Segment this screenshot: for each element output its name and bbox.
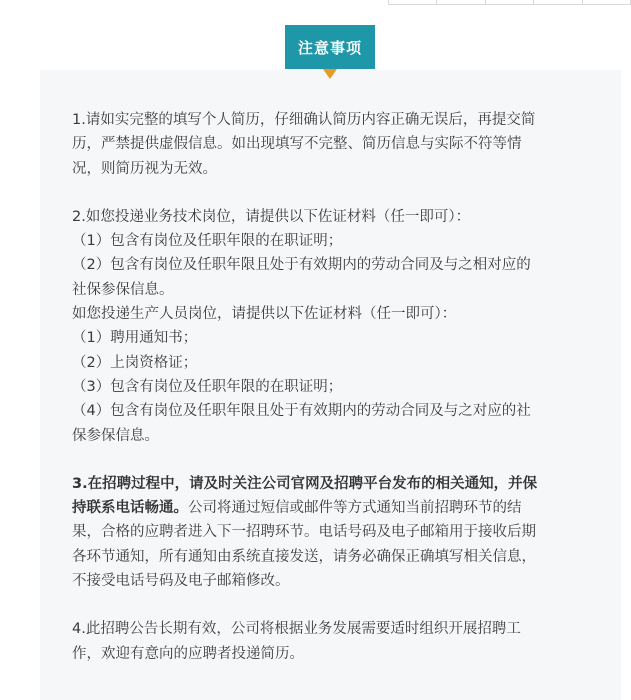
section-4 <box>72 617 622 666</box>
table-cell <box>485 0 533 5</box>
text-line: 保参保信息。 <box>72 427 159 444</box>
table-cell <box>582 0 631 5</box>
text-line <box>72 472 622 496</box>
table-cell <box>388 0 436 5</box>
text-line: 各环节通知，所有通知由系统直接发送，请务必确保正确填写相关信息， <box>72 548 536 565</box>
text-line: 社保参保信息。 <box>72 281 174 298</box>
notice-content <box>72 108 622 666</box>
emphasis-text: 持联系电话畅通。 <box>72 500 188 517</box>
table-cell <box>436 0 484 5</box>
body-text: 公司将通过短信或邮件等方式通知当前招聘环节的结 <box>188 500 522 517</box>
text-line: （3）包含有岗位及任职年限的在职证明； <box>72 378 343 395</box>
text-line: 作，欢迎有意向的应聘者投递简历。 <box>72 645 304 662</box>
text-line: 4.此招聘公告长期有效，公司将根据业务发展需要适时组织开展招聘工 <box>72 621 521 638</box>
notice-title-badge: 注意事项 <box>285 25 375 69</box>
table-cell <box>533 0 581 5</box>
section-2 <box>72 205 622 448</box>
text-line: 历，严禁提供虚假信息。如出现填写不完整、简历信息与实际不符等情 <box>72 136 522 153</box>
text-line: 果，合格的应聘者进入下一招聘环节。电话号码及电子邮箱用于接收后期 <box>72 524 536 541</box>
text-line: （2）上岗资格证； <box>72 354 198 371</box>
table-edge-decoration <box>388 0 631 5</box>
text-line: 况，则简历视为无效。 <box>72 160 217 177</box>
text-line <box>72 496 622 520</box>
text-line: （2）包含有岗位及任职年限且处于有效期内的劳动合同及与之相对应的 <box>72 257 531 274</box>
text-line: 1.请如实完整的填写个人简历，仔细确认简历内容正确无误后，再提交简 <box>72 112 536 128</box>
text-line: （1）包含有岗位及任职年限的在职证明； <box>72 233 343 250</box>
text-line: 如您投递生产人员岗位，请提供以下佐证材料（任一即可）： <box>72 306 457 323</box>
section-3 <box>72 472 622 593</box>
emphasis-text: 3.在招聘过程中，请及时关注公司官网及招聘平台发布的相关通知，并保 <box>72 475 538 492</box>
badge-pointer-icon <box>323 69 337 79</box>
section-1 <box>72 108 622 181</box>
text-line: 不接受电话号码及电子邮箱修改。 <box>72 573 290 590</box>
text-line: （1）聘用通知书； <box>72 330 198 347</box>
text-line: （4）包含有岗位及任职年限且处于有效期内的劳动合同及与之对应的社 <box>72 403 531 420</box>
text-line: 2.如您投递业务技术岗位，请提供以下佐证材料（任一即可）： <box>72 208 471 225</box>
